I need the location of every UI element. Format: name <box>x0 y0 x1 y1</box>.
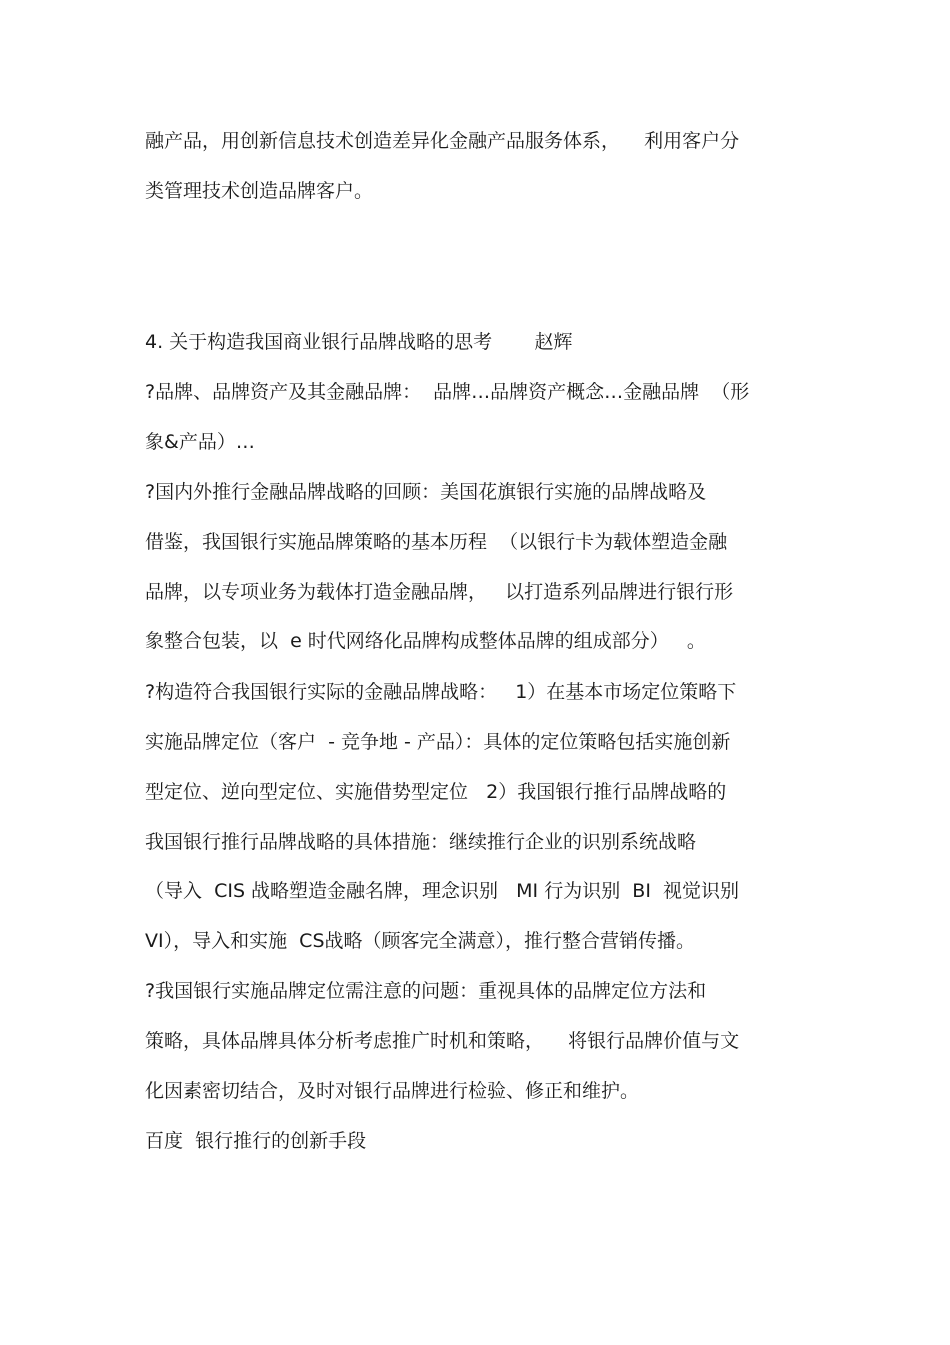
section-heading: 4. 关于构造我国商业银行品牌战略的思考 赵辉 <box>145 331 573 353</box>
body-text-line: 品牌，以专项业务为载体打造金融品牌， 以打造系列品牌进行银行形 <box>145 581 734 603</box>
body-text-line: 象整合包装，以 e 时代网络化品牌构成整体品牌的组成部分） 。 <box>145 630 706 652</box>
body-text-line: VI），导入和实施 CS战略（顾客完全满意），推行整合营销传播。 <box>145 930 696 952</box>
body-text-line: 化因素密切结合，及时对银行品牌进行检验、修正和维护。 <box>145 1080 640 1102</box>
body-text-line: 策略，具体品牌具体分析考虑推广时机和策略， 将银行品牌价值与文 <box>145 1030 740 1052</box>
body-text-line: 借鉴，我国银行实施品牌策略的基本历程 （以银行卡为载体塑造金融 <box>145 531 728 553</box>
body-text-line: ?品牌、品牌资产及其金融品牌： 品牌…品牌资产概念…金融品牌 （形 <box>145 381 750 403</box>
body-text-line: ?国内外推行金融品牌战略的回顾：美国花旗银行实施的品牌战略及 <box>145 481 707 503</box>
body-text-line: 融产品，用创新信息技术创造差异化金融产品服务体系， 利用客户分 <box>145 130 740 152</box>
body-text-line: 象&产品）… <box>145 431 255 453</box>
body-text-line: 类管理技术创造品牌客户。 <box>145 180 374 202</box>
body-text-line: 百度 银行推行的创新手段 <box>145 1130 367 1152</box>
body-text-line: 我国银行推行品牌战略的具体措施：继续推行企业的识别系统战略 <box>145 831 697 853</box>
body-text-line: ?构造符合我国银行实际的金融品牌战略： 1）在基本市场定位策略下 <box>145 681 737 703</box>
body-text-line: 型定位、逆向型定位、实施借势型定位 2）我国银行推行品牌战略的 <box>145 781 727 803</box>
body-text-line: 实施品牌定位（客户 - 竞争地 - 产品）：具体的定位策略包括实施创新 <box>145 731 731 753</box>
body-text-line: ?我国银行实施品牌定位需注意的问题：重视具体的品牌定位方法和 <box>145 980 707 1002</box>
body-text-line: （导入 CIS 战略塑造金融名牌，理念识别 MI 行为识别 BI 视觉识别 <box>145 880 740 902</box>
